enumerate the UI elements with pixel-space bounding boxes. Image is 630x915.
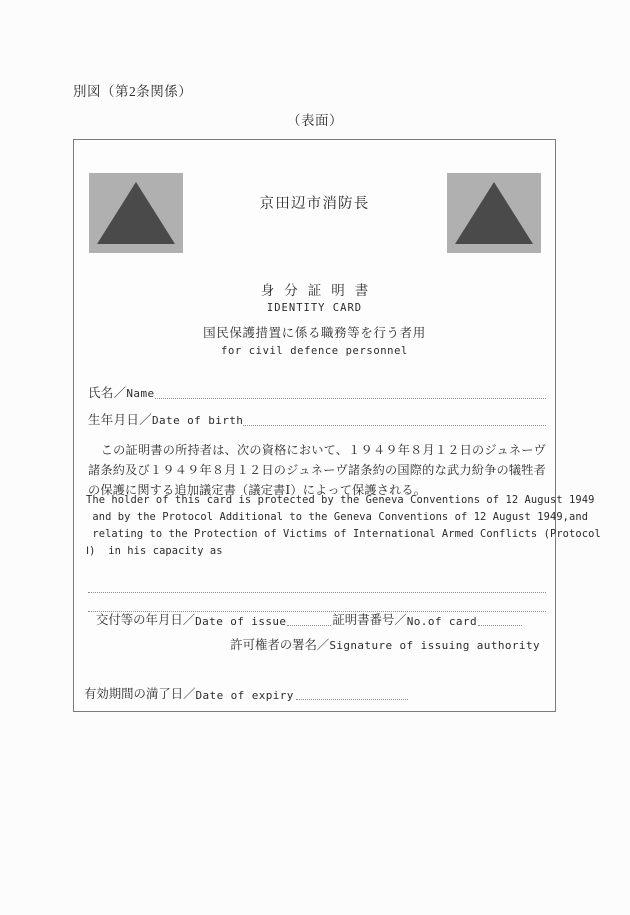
identity-card — [73, 139, 601, 712]
card-title-en: IDENTITY CARD — [266, 302, 363, 314]
name-input-line[interactable] — [155, 397, 547, 399]
expiry-input-line[interactable] — [296, 698, 408, 700]
emblem-row — [74, 173, 555, 253]
birthdate-input-line[interactable] — [243, 424, 546, 426]
field-row-name — [88, 383, 546, 401]
expiry-row — [84, 684, 546, 702]
name-label-ja: 氏名／ — [88, 386, 127, 400]
card-title-block — [74, 279, 555, 314]
signature-label-en: Signature of issuing authority — [329, 639, 540, 652]
name-label-en: Name — [126, 387, 155, 400]
card-subtitle-block — [74, 323, 555, 357]
card-subtitle-en: for civil defence personnel — [221, 345, 408, 357]
name-field-label — [88, 383, 155, 401]
birthdate-label-ja: 生年月日／ — [88, 413, 153, 427]
protection-statement-en-line: Ⅰ) in his capacity as — [86, 544, 223, 557]
signature-row — [74, 635, 540, 653]
capacity-write-in-lines — [88, 574, 546, 612]
issuing-authority-name: 京田辺市消防長 — [259, 196, 370, 212]
protection-statement-ja: この証明書の所持者は、次の資格において、１９４９年８月１２日のジュネーヴ諸条約及び１９４９年８月１２日のジュネーヴ諸条約の国際的な武力紛争の犠牲者の保護に関する追加議定書（議定書Ⅰ）によって保護される。 — [88, 443, 546, 497]
field-row-birthdate — [88, 410, 546, 428]
signature-label-ja: 許可権者の署名／ — [230, 638, 330, 652]
card-number-input-line[interactable] — [478, 624, 522, 626]
civil-defence-emblem-right-icon — [447, 173, 541, 253]
protection-statement-en — [86, 492, 601, 559]
expiry-label-en: Date of expiry — [195, 689, 294, 702]
card-subtitle-ja: 国民保護措置に係る職務等を行う者用 — [203, 326, 426, 340]
civil-defence-emblem-left-icon — [89, 173, 183, 253]
appendix-label: 別図（第2条関係） — [73, 84, 193, 99]
card-number-label-en: No.of card — [406, 615, 477, 628]
protection-statement-en-line: and by the Protocol Additional to the Geneva Conventions of 12 August 1949,and — [86, 510, 589, 523]
birthdate-label-en: Date of birth — [152, 414, 244, 427]
side-label: （表面） — [287, 113, 343, 129]
issue-date-label-en: Date of issue — [195, 615, 287, 628]
issue-date-label-ja: 交付等の年月日／ — [96, 613, 196, 627]
capacity-write-in-line[interactable] — [88, 574, 546, 593]
document-header — [73, 82, 557, 129]
protection-statement-en-line: relating to the Protection of Victims of International Armed Conflicts (Protocol — [86, 527, 601, 540]
expiry-label-ja: 有効期間の満了日／ — [84, 687, 196, 701]
identity-fields — [88, 383, 546, 437]
issue-date-input-line[interactable] — [287, 624, 331, 626]
birthdate-field-label — [88, 410, 243, 428]
card-number-label-ja: 証明書番号／ — [332, 613, 407, 627]
issue-row — [96, 610, 546, 628]
card-title-ja: 身分証明書 — [260, 283, 379, 298]
protection-statement-en-line: The holder of this card is protected by the Geneva Conventions of 12 August 1949 — [86, 494, 595, 506]
